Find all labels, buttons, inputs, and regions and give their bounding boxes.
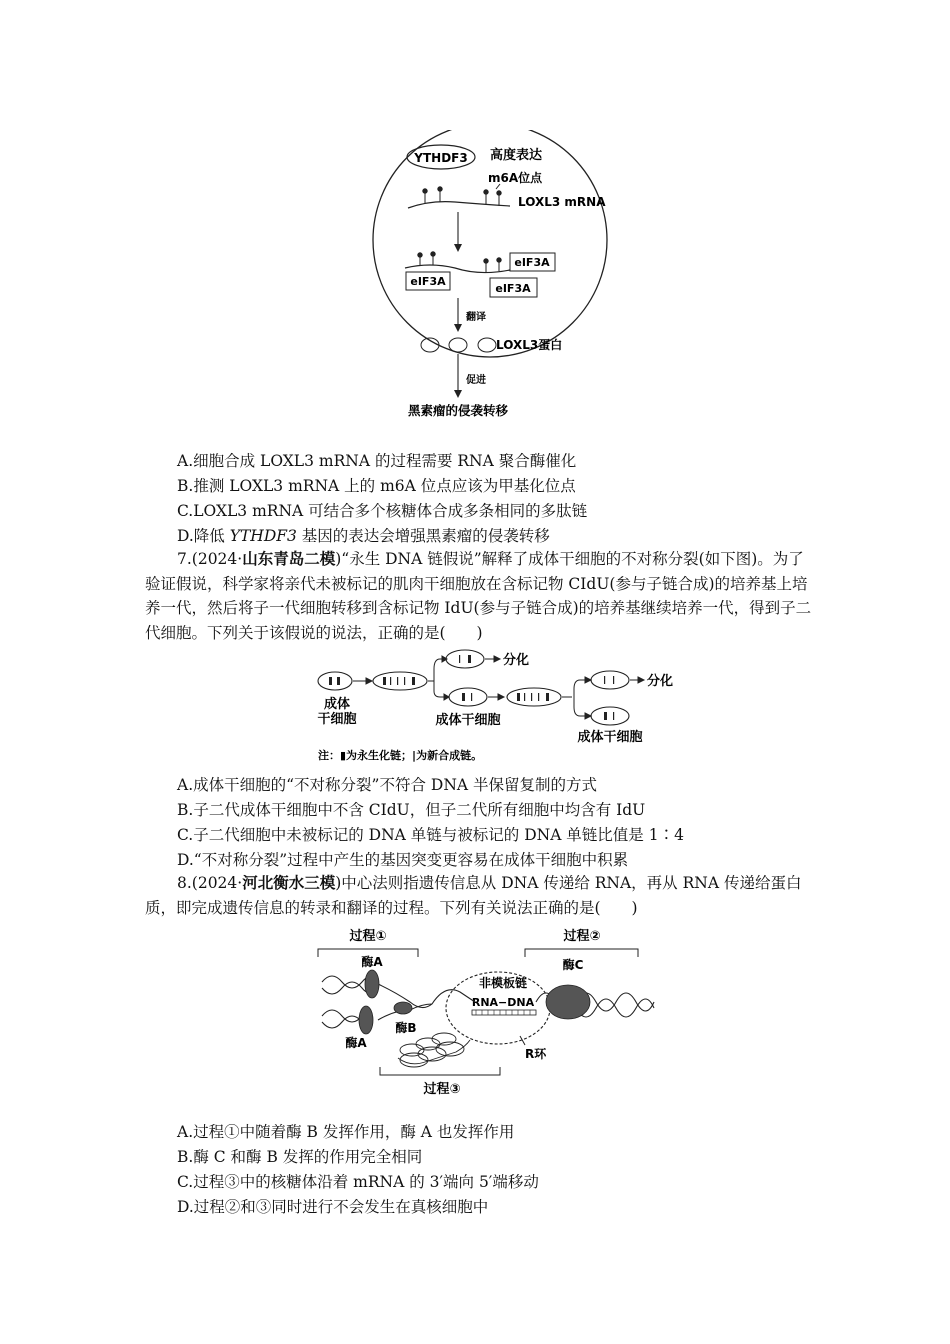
q6-option-b: B.推测 LOXL3 mRNA 上的 m6A 位点应该为甲基化位点 [177, 477, 576, 495]
eif3a-box-top: eIF3A [514, 256, 550, 269]
adult-stem-cell-label-mid: 成体干细胞 [435, 713, 501, 728]
q7-number: 7.(2024· [177, 550, 243, 568]
q7-option-d: D.“不对称分裂”过程中产生的基因突变更容易在成体干细胞中积累 [177, 851, 629, 869]
loxl3-mrna-label: LOXL3 mRNA [518, 195, 606, 209]
q8-source: 河北衡水三模 [242, 873, 336, 892]
q8-stem-text: )中心法则指遗传信息从 DNA 传递给 RNA，再从 RNA 传递给蛋白质，即完成遗传信息的转录和翻译的过程。下列有关说法正确的是( ) [145, 874, 802, 917]
q6-option-a: A.细胞合成 LOXL3 mRNA 的过程需要 RNA 聚合酶催化 [177, 452, 577, 470]
rna-dna-label: RNA−DNA [471, 996, 535, 1009]
promote-label: 促进 [466, 375, 486, 386]
enzyme-b-label: 酶B [395, 1021, 417, 1035]
q7-source: 山东青岛二模 [242, 549, 336, 568]
process3-label: 过程③ [423, 1082, 461, 1097]
q8-stem [145, 871, 813, 920]
q6-option-d-end: 基因的表达会增强黑素瘤的侵袭转移 [296, 527, 550, 545]
enzyme-a-bottom-label: 酶A [345, 1036, 367, 1050]
q8-option-d: D.过程②和③同时进行不会发生在真核细胞中 [177, 1198, 489, 1216]
stem-cell-label: 干细胞 [317, 712, 357, 727]
m6a-site-label: m6A位点 [488, 171, 543, 185]
diff-label-right: 分化 [647, 674, 674, 689]
figure-note: 注：▮为永生化链；|为新合成链。 [318, 749, 483, 762]
q6-option-d-start: D.降低 [177, 527, 230, 545]
q8-option-b: B.酶 C 和酶 B 发挥的作用完全相同 [177, 1148, 423, 1166]
q6-gene-name: YTHDF3 [229, 527, 297, 545]
melanoma-invasion-label: 黑素瘤的侵袭转移 [407, 403, 509, 418]
q8-option-a: A.过程①中随着酶 B 发挥作用，酶 A 也发挥作用 [177, 1123, 515, 1141]
translation-label: 翻译 [466, 312, 486, 323]
r-loop-label: R环 [525, 1047, 547, 1061]
q7-stem-text: )“永生 DNA 链假说”解释了成体干细胞的不对称分裂(如下图)。为了验证假说，科学家将亲代未被标记的肌肉干细胞放在含标记物 CIdU(参与子链合成)的培养基上培养一代，然后将子一代细胞转移到含标记物 IdU(参与子链合成)的培养基继续培养一代，得到子二代细胞。下列关于该假说的说法，正确的是( ) [145, 550, 812, 642]
ythdf3-label: YTHDF3 [414, 151, 468, 165]
adult-label: 成体 [323, 697, 351, 712]
figure-asymmetric-division [310, 645, 690, 770]
q8-option-c: C.过程③中的核糖体沿着 mRNA 的 3′端向 5′端移动 [177, 1173, 539, 1191]
diff-label-top: 分化 [503, 653, 530, 668]
eif3a-box-bottom: eIF3A [495, 282, 531, 295]
q6-option-d [177, 526, 550, 546]
high-expression-label: 高度表达 [490, 148, 543, 163]
process2-label: 过程② [563, 929, 601, 944]
q8-number: 8.(2024· [177, 874, 243, 892]
enzyme-c-label: 酶C [562, 958, 584, 972]
q7-option-b: B.子二代成体干细胞中不含 CIdU，但子二代所有细胞中均含有 IdU [177, 801, 646, 819]
q6-option-c: C.LOXL3 mRNA 可结合多个核糖体合成多条相同的多肽链 [177, 502, 588, 520]
q7-option-a: A.成体干细胞的“不对称分裂”不符合 DNA 半保留复制的方式 [177, 776, 598, 794]
enzyme-a-top-label: 酶A [361, 955, 383, 969]
eif3a-box-left: eIF3A [410, 275, 446, 288]
nontemplate-strand-label: 非模板链 [478, 976, 528, 990]
q7-stem [145, 547, 813, 645]
q7-option-c: C.子二代细胞中未被标记的 DNA 单链与被标记的 DNA 单链比值是 1∶4 [177, 826, 684, 844]
figure-transcription-translation [310, 922, 660, 1107]
loxl3-protein-label: LOXL3蛋白 [496, 338, 563, 352]
adult-stem-cell-label-right: 成体干细胞 [577, 730, 643, 745]
process1-label: 过程① [349, 929, 387, 944]
figure-ythdf3-pathway [360, 130, 660, 430]
